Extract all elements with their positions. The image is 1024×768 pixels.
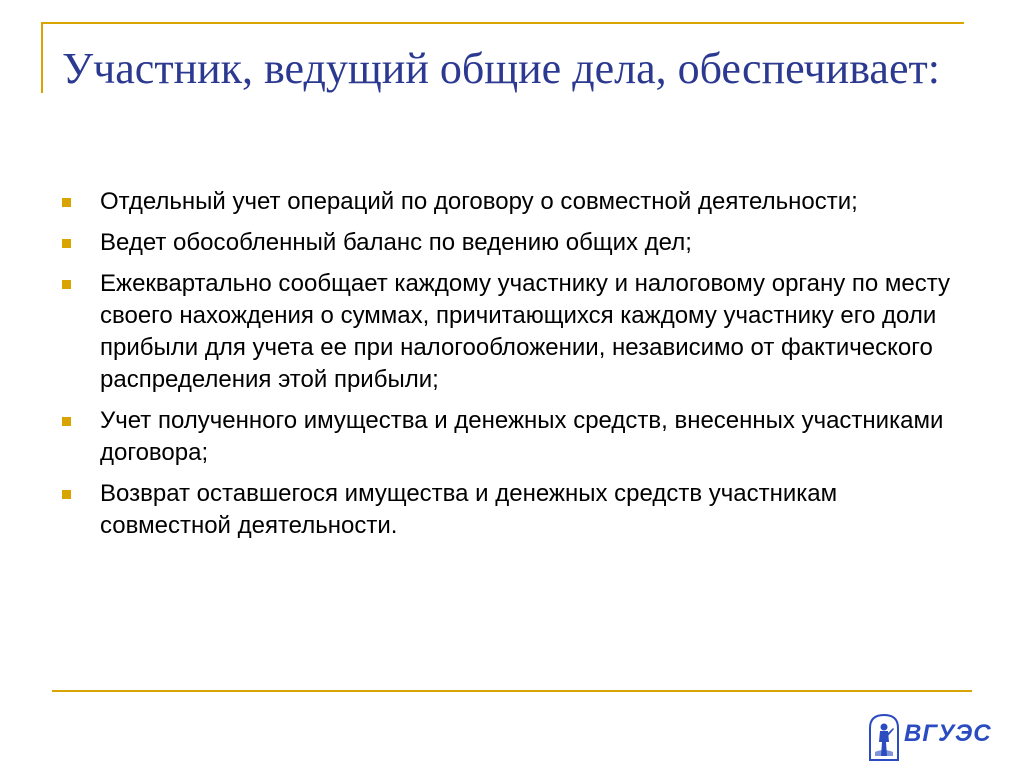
bullet-text: Ежеквартально сообщает каждому участнику и налоговому органу по месту своего нахождения о суммах, причитающихся каждому участнику его доли прибыли для учета ее при налогообложении, независимо от фактического распределения этой прибыли; (100, 270, 951, 393)
bullet-text: Возврат оставшегося имущества и денежных средств участникам совместной деятельности. (100, 480, 838, 539)
square-bullet-icon (62, 280, 71, 289)
frame-top-rule (41, 22, 964, 24)
bullet-text: Отдельный учет операций по договору о совместной деятельности; (100, 188, 858, 215)
bullet-item (62, 405, 962, 469)
bullet-text: Ведет обособленный баланс по ведению общих дел; (100, 229, 692, 256)
square-bullet-icon (62, 490, 71, 499)
slide-title: Участник, ведущий общие дела, обеспечивает: (62, 44, 940, 93)
university-logo (866, 712, 992, 764)
university-emblem-icon (866, 712, 902, 762)
square-bullet-icon (62, 198, 71, 207)
square-bullet-icon (62, 239, 71, 248)
bullet-item (62, 186, 962, 218)
bullet-item (62, 268, 962, 396)
bullet-text: Учет полученного имущества и денежных средств, внесенных участниками договора; (100, 407, 944, 466)
bullet-item (62, 227, 962, 259)
bullet-list (62, 186, 962, 551)
logo-text: ВГУЭС (904, 720, 992, 747)
frame-left-rule (41, 22, 43, 93)
bullet-item (62, 478, 962, 542)
footer-rule (52, 690, 972, 692)
square-bullet-icon (62, 417, 71, 426)
